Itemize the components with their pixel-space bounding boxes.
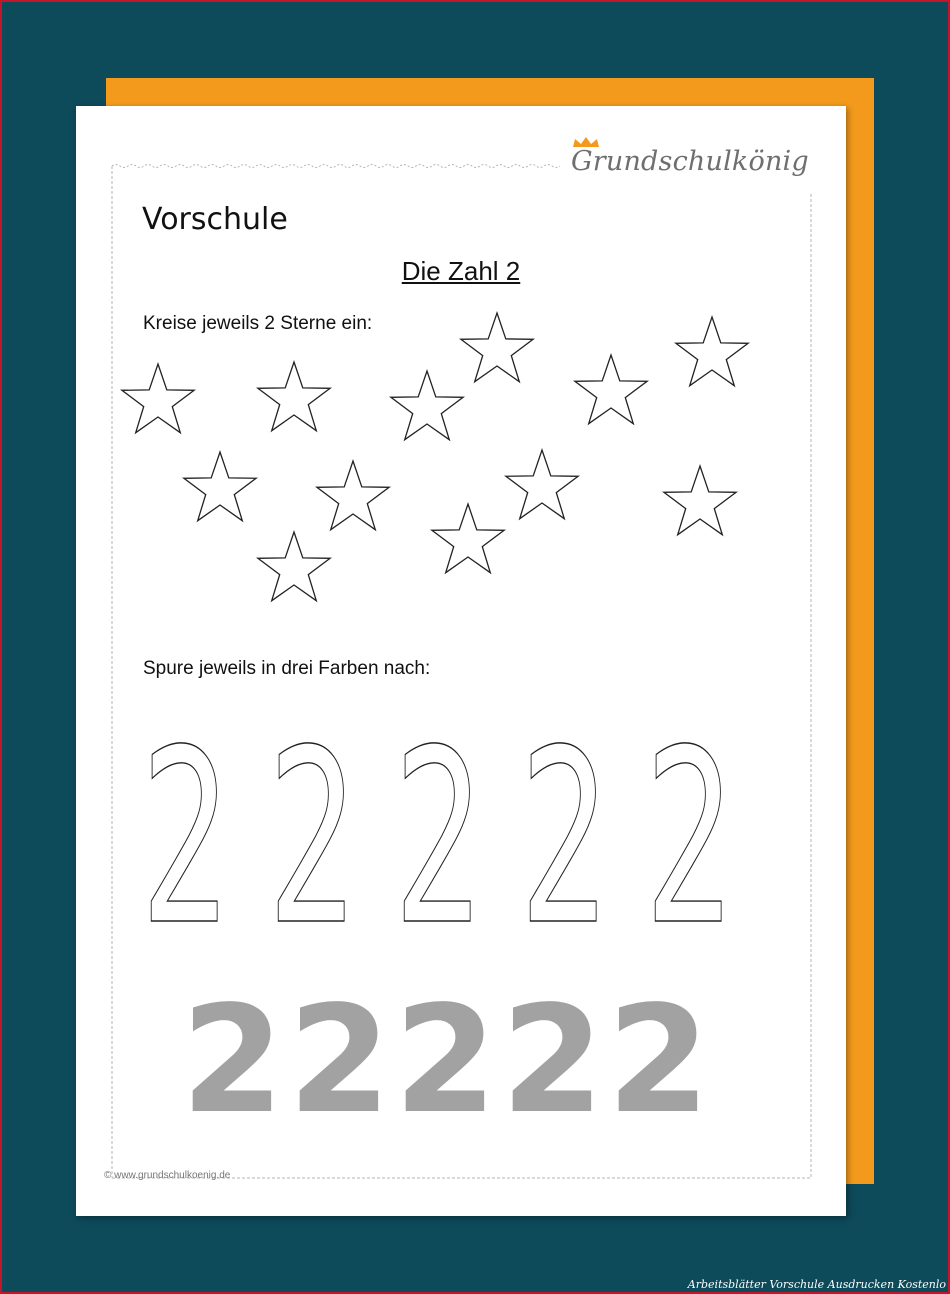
page-title: Vorschule (142, 202, 288, 237)
worksheet-page (76, 106, 846, 1216)
brand-logo: Grundschulkönig (571, 146, 809, 177)
outline-digit: 2 (519, 699, 609, 946)
gray-digit: 2 (607, 974, 710, 1146)
footer-copyright: © www.grundschulkoenig.de (104, 1170, 231, 1181)
subtitle-text: Die Zahl 2 (401, 256, 521, 286)
gray-digit: 2 (288, 974, 391, 1146)
outline-digit: 2 (393, 699, 483, 946)
outline-digit: 2 (267, 699, 357, 946)
gray-digit: 2 (394, 974, 497, 1146)
task-trace-digits: Spure jeweils in drei Farben nach: (143, 658, 431, 679)
gray-digit: 2 (181, 974, 284, 1146)
outline-digit: 2 (140, 699, 230, 946)
task-circle-stars: Kreise jeweils 2 Sterne ein: (143, 313, 373, 334)
outline-digit: 2 (644, 699, 734, 946)
outline-digit-row (76, 106, 846, 946)
gray-digit: 2 (501, 974, 604, 1146)
image-caption: Arbeitsblätter Vorschule Ausdrucken Kostenlo (687, 1278, 946, 1291)
